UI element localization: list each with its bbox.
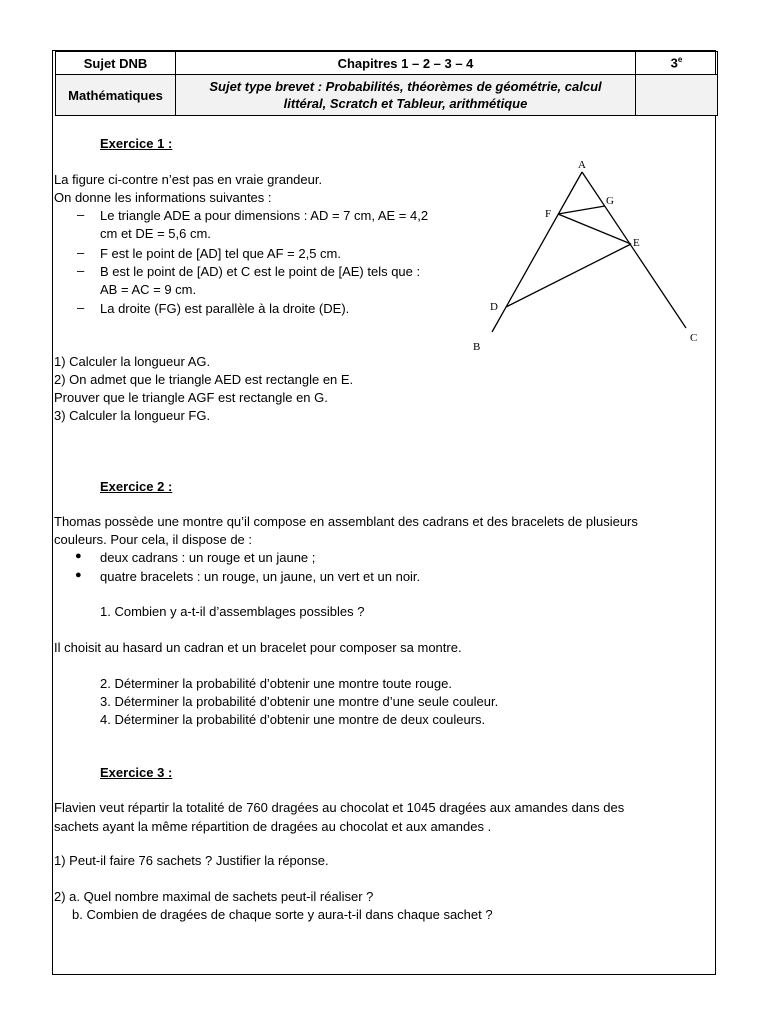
- ex2-bullet-1: deux cadrans : un rouge et un jaune ;: [100, 550, 316, 565]
- ex3-title: Exercice 3 :: [100, 765, 173, 780]
- label-f: F: [545, 208, 552, 220]
- ex3-question-2b: b. Combien de dragées de chaque sorte y aura-t-il dans chaque sachet ?: [72, 907, 493, 922]
- ex1-title: Exercice 1 :: [100, 136, 173, 151]
- label-c: C: [690, 332, 698, 344]
- ex2-middle-text: Il choisit au hasard un cadran et un bracelet pour composer sa montre.: [54, 640, 462, 655]
- header-level-cell: 3e: [636, 52, 718, 75]
- ex1-question-1: 1) Calculer la longueur AG.: [54, 354, 211, 369]
- triangle-figure: [460, 150, 710, 360]
- segment-de: [506, 244, 631, 307]
- header-subject-cell: Sujet DNB: [56, 52, 176, 75]
- ex3-intro-2: sachets ayant la même répartition de dragées au chocolat et aux amandes .: [54, 819, 492, 834]
- header-topics-line1: Sujet type brevet : Probabilités, théorèmes de géométrie, calcul: [209, 79, 602, 94]
- header-topics-line2: littéral, Scratch et Tableur, arithmétique: [283, 96, 528, 111]
- ex1-dash-1: –: [77, 207, 85, 222]
- ex1-question-2a: 2) On admet que le triangle AED est rectangle en E.: [54, 372, 354, 387]
- label-e: E: [633, 237, 640, 249]
- ex1-dash-2: –: [77, 245, 85, 260]
- ex2-intro-1: Thomas possède une montre qu’il compose en assemblant des cadrans et des bracelets de plusieurs: [54, 514, 638, 529]
- header-table: [55, 51, 718, 116]
- ex2-question-3: 3. Déterminer la probabilité d’obtenir une montre d’une seule couleur.: [100, 694, 499, 709]
- line-ab: [492, 172, 582, 332]
- segment-fg: [558, 206, 605, 214]
- ex2-question-4: 4. Déterminer la probabilité d’obtenir une montre de deux couleurs.: [100, 712, 486, 727]
- line-ac: [582, 172, 686, 328]
- label-d: D: [490, 301, 498, 313]
- ex1-intro-2: On donne les informations suivantes :: [54, 190, 272, 205]
- ex2-question-2: 2. Déterminer la probabilité d’obtenir une montre toute rouge.: [100, 676, 452, 691]
- ex2-bullet-dot-1: ●: [75, 550, 82, 562]
- ex2-title: Exercice 2 :: [100, 479, 173, 494]
- ex3-intro-1: Flavien veut répartir la totalité de 760 dragées au chocolat et 1045 dragées aux amandes dans des: [54, 800, 625, 815]
- ex2-question-1: 1. Combien y a-t-il d’assemblages possibles ?: [100, 604, 365, 619]
- ex3-question-2a: 2) a. Quel nombre maximal de sachets peut-il réaliser ?: [54, 889, 374, 904]
- ex2-intro-2: couleurs. Pour cela, il dispose de :: [54, 532, 252, 547]
- ex1-item-2: F est le point de [AD] tel que AF = 2,5 cm.: [100, 246, 341, 261]
- label-g: G: [606, 195, 614, 207]
- ex2-bullet-2: quatre bracelets : un rouge, un jaune, un vert et un noir.: [100, 569, 421, 584]
- ex3-question-1: 1) Peut-il faire 76 sachets ? Justifier la réponse.: [54, 853, 329, 868]
- ex1-item-3b: AB = AC = 9 cm.: [100, 282, 197, 297]
- header-topics-cell: [176, 75, 636, 116]
- ex1-dash-4: –: [77, 300, 85, 315]
- header-chapters-cell: Chapitres 1 – 2 – 3 – 4: [176, 52, 636, 75]
- ex1-dash-3: –: [77, 263, 85, 278]
- header-discipline-cell: Mathématiques: [56, 75, 176, 116]
- label-b: B: [473, 341, 481, 353]
- ex1-item-1b: cm et DE = 5,6 cm.: [100, 226, 211, 241]
- ex1-intro-1: La figure ci-contre n’est pas en vraie grandeur.: [54, 172, 323, 187]
- ex1-question-3: 3) Calculer la longueur FG.: [54, 408, 211, 423]
- ex1-item-4: La droite (FG) est parallèle à la droite (DE).: [100, 301, 350, 316]
- ex2-bullet-dot-2: ●: [75, 569, 82, 581]
- ex1-item-3a: B est le point de [AD) et C est le point de [AE) tels que :: [100, 264, 421, 279]
- header-empty-cell: [636, 75, 718, 116]
- ex1-item-1a: Le triangle ADE a pour dimensions : AD = 7 cm, AE = 4,2: [100, 208, 429, 223]
- ex1-question-2b: Prouver que le triangle AGF est rectangle en G.: [54, 390, 328, 405]
- label-a: A: [578, 159, 586, 171]
